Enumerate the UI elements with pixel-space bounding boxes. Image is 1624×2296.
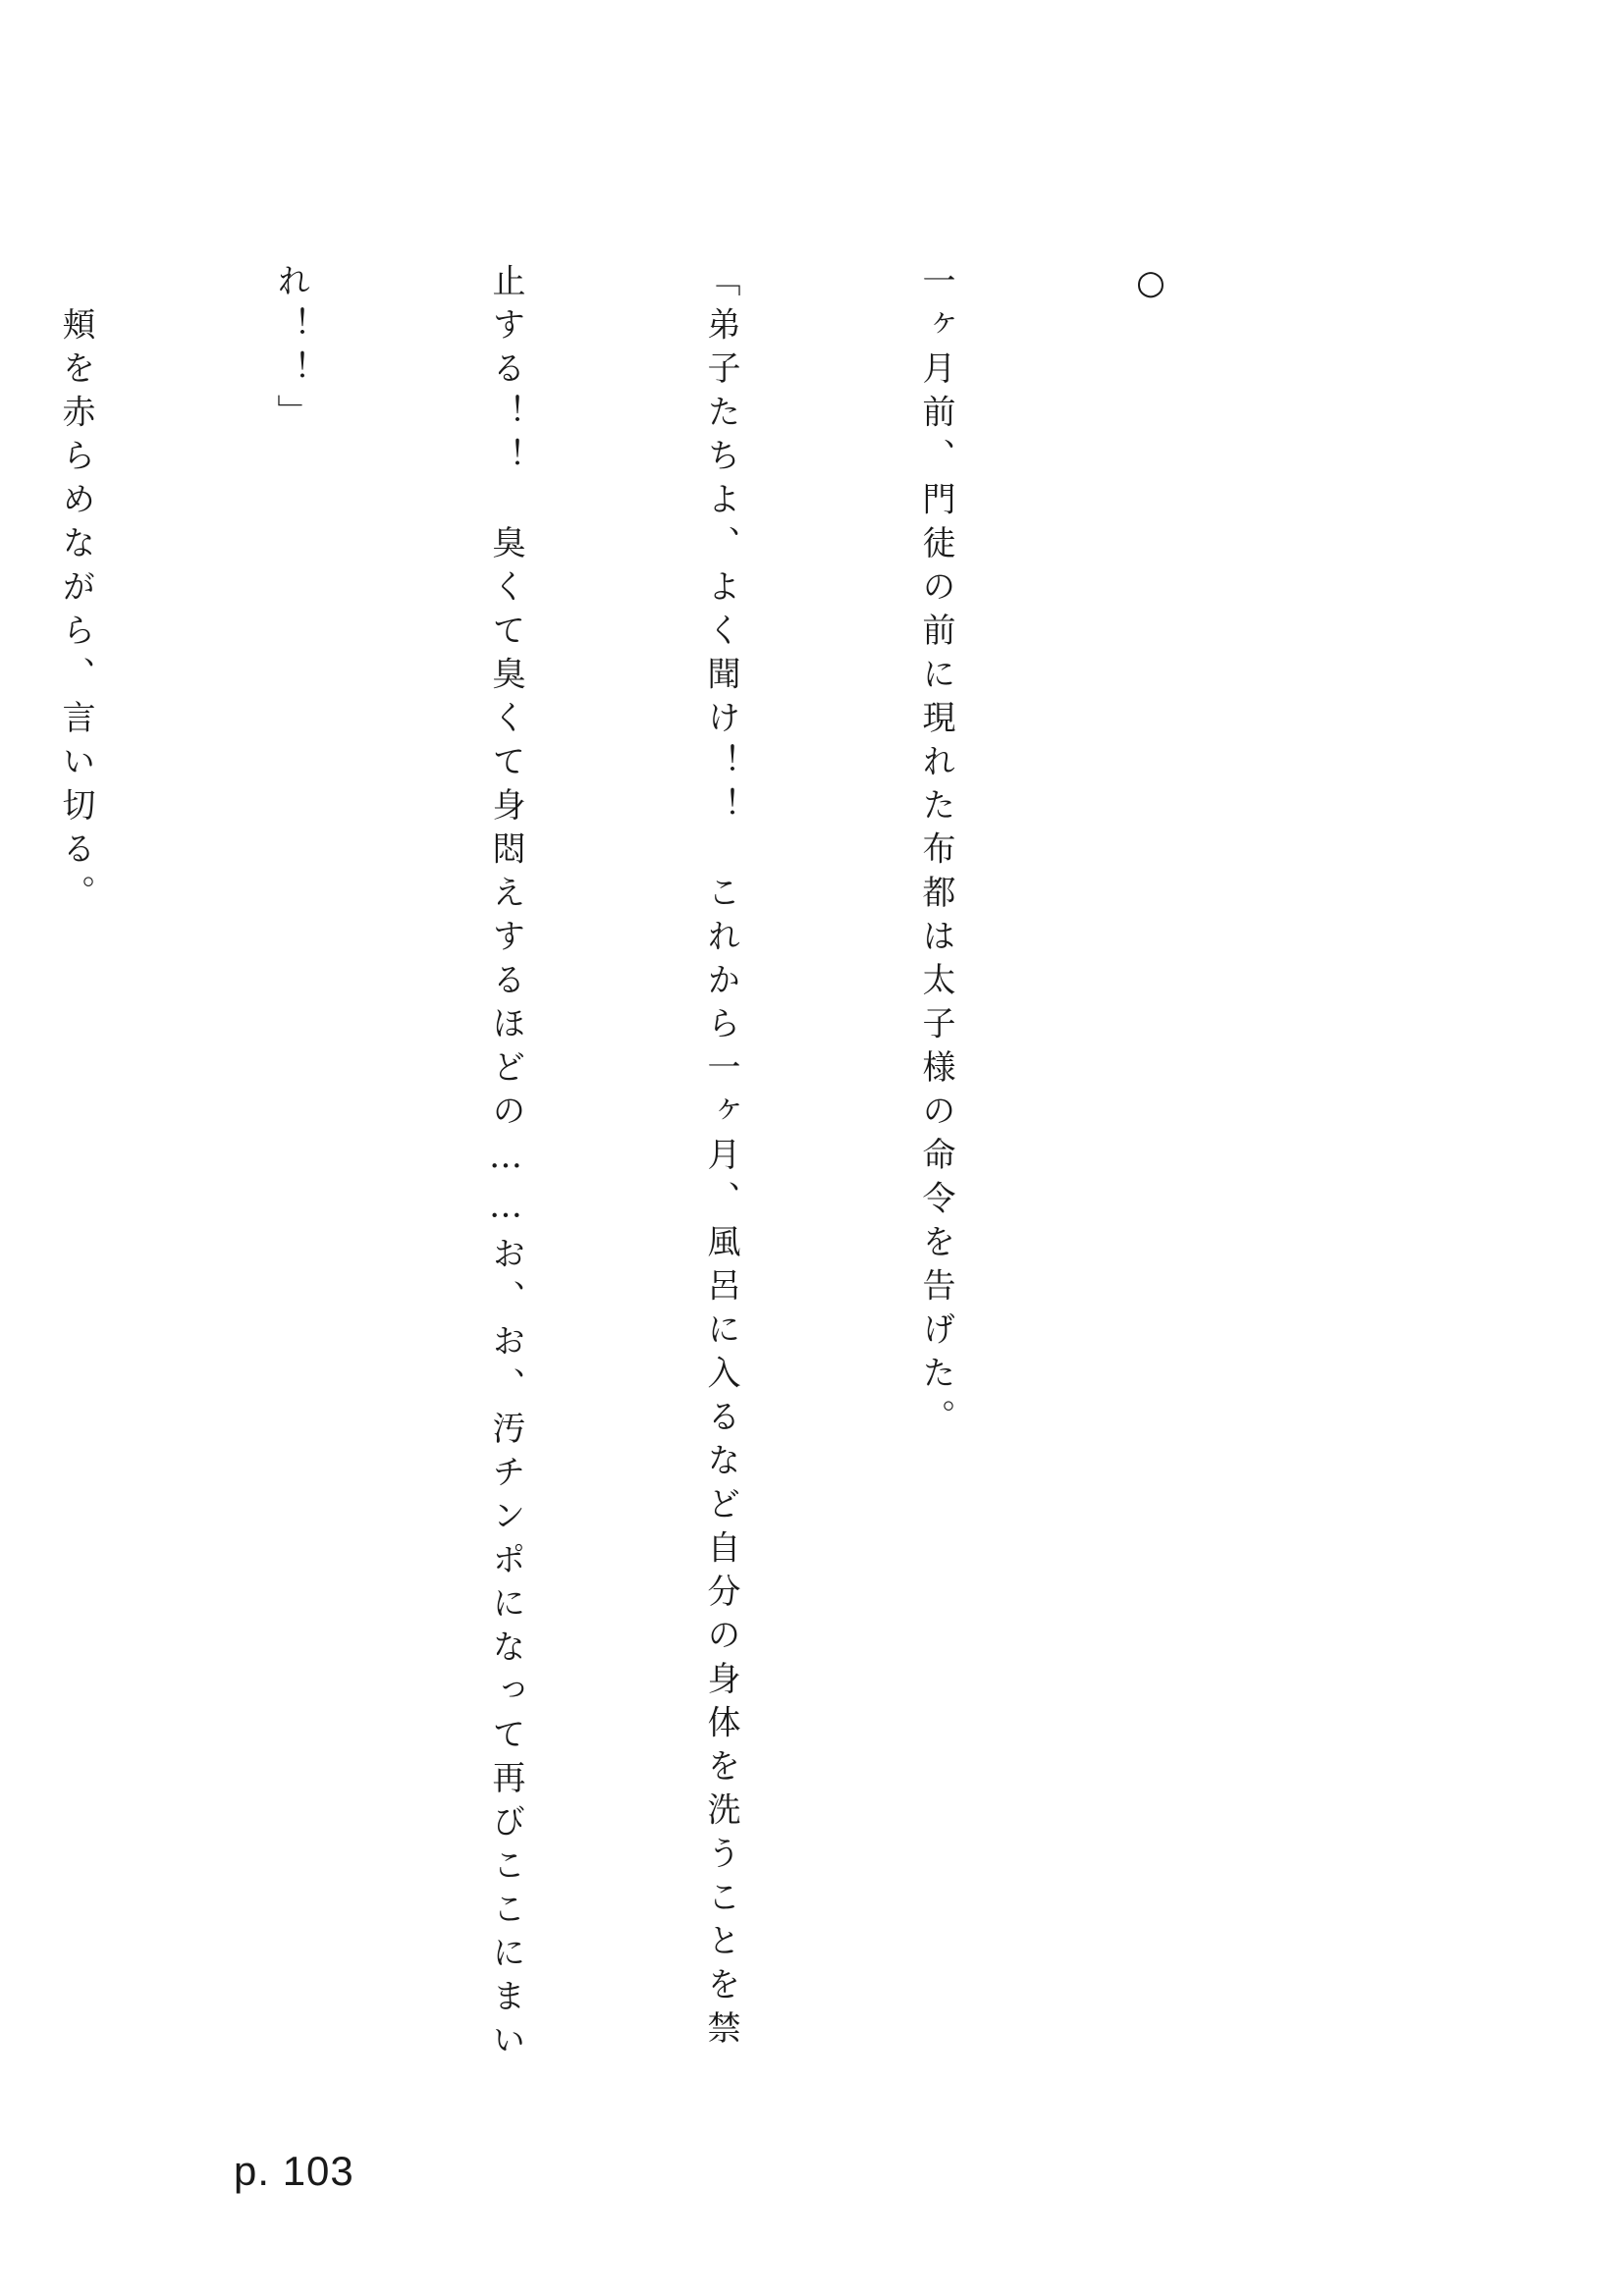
vertical-text-body <box>0 263 1329 2066</box>
text-line: 頬を赤らめながら、言い切る。 <box>56 263 95 919</box>
section-marker: ○ <box>1131 263 1170 313</box>
text-line: 止する！！ 臭くて臭くて身悶えするほどの……お、お、汚チンポになって再びここにまい <box>486 263 525 2066</box>
text-line: 一ヶ月前、門徒の前に現れた布都は太子様の命令を告げた。 <box>916 263 955 1443</box>
text-line: れ！！」 <box>271 263 310 438</box>
page-number: p. 103 <box>234 2148 354 2194</box>
text-line: 「弟子たちよ、よく聞け！！ これから一ヶ月、風呂に入るなど自分の身体を洗うことを禁 <box>701 263 740 2055</box>
